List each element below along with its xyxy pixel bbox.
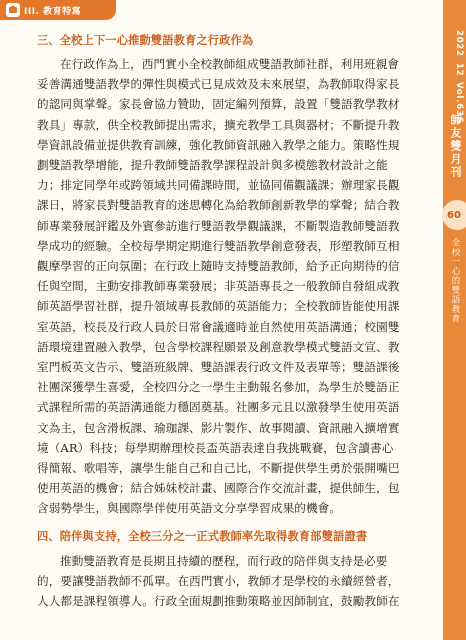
paragraph-line: 學成功的經驗。全校每學期定期進行雙語教學創意發表，形塑教師互相 — [37, 238, 400, 253]
paragraph-line: 的認同與掌聲。家長會協力贊助，固定編列預算，設置「雙語教學教材 — [37, 97, 400, 112]
paragraph-line: 語環境建置融入教學，包含學校課程願景及創意教學模式雙語文宣、教 — [37, 339, 400, 354]
issue-year: 2022 — [454, 30, 464, 57]
section-3-heading: 三、全校上下一心推動雙語教育之行政作為 — [37, 34, 254, 47]
issue-month: 12 — [454, 62, 464, 77]
page-number-badge — [442, 200, 466, 230]
article-body — [37, 33, 420, 611]
paragraph-line: 室門板英文告示、雙語班級牌、雙語課表行政文件及表單等；雙語課後 — [37, 360, 400, 375]
section-tag — [0, 0, 116, 20]
paragraph-line: 任與空間，主動安排教師專業發展；非英語專長之一般教師自發組成教 — [37, 279, 400, 294]
magazine-title: 師友雙月刊 — [449, 114, 462, 179]
paragraph-line: 使用英語的機會；結合姊妹校計畫、國際合作交流計畫，提供師生，包 — [37, 481, 400, 496]
paragraph-line: 教具」專款，供全校教師提出需求，擴充教學工具與器材；不斷提升教 — [37, 117, 400, 132]
paragraph-line: 在行政作為上，西門實小全校教師組成雙語教師社群，利用班親會 — [60, 57, 400, 71]
paragraph-line: 人人都是課程領導人。行政全面規劃推動策略並因師制宜，鼓勵教師在 — [37, 594, 400, 609]
page-number: 60 — [447, 209, 461, 221]
paragraph-line: 劃雙語教學增能，提升教師雙語教學課程設計與多模態教材設計之能 — [37, 158, 388, 173]
paragraph-line: 觀摩學習的正向氛圍；在行政上隨時支持雙語教師，給予正向期待的信 — [37, 259, 400, 274]
paragraph-line: 室英語，校長及行政人員於日常會議適時並自然使用英語溝通；校園雙 — [37, 319, 400, 334]
paragraph-line: 師專業發展評鑑及外賓參訪進行雙語教學觀議課，不斷製造教師雙語教 — [37, 218, 400, 233]
paragraph-line: 課日，將家長對雙語教育的迷思轉化為給教師創新教學的掌聲；結合教 — [37, 198, 400, 213]
paragraph-line: 的，要讓雙語教師不孤單。在西門實小，教師才是學校的永續經營者， — [37, 573, 400, 588]
section-3-paragraph — [37, 54, 420, 519]
paragraph-line: 學資訊設備並提供教育訓練，強化教師資訊融入教學之能力。策略性規 — [37, 137, 400, 152]
issue-theme: 全校一心的雙語教育 — [450, 238, 460, 324]
issue-info — [445, 30, 464, 124]
paragraph-line: 力；排定同學年或跨領域共同備課時間，並協同備觀議課；辦理家長觀 — [37, 178, 400, 193]
paragraph-line: 文為主，包含滑板課、瑜珈課、影片製作、故事閱讀、資訊融入擴增實 — [37, 420, 400, 435]
paragraph-line: 社團深獲學生喜愛，全校四分之一學生主動報名參加，為學生於雙語正 — [37, 380, 400, 395]
issue-volume: Vol.636 — [454, 82, 464, 124]
paragraph-line: 妥善溝通雙語教學的彈性與模式已見成效及未來展望，為教師取得家長 — [37, 77, 400, 92]
paragraph-line: 師英語學習社群，提升領域專長教師的英語能力；全校教師皆能使用課 — [37, 299, 400, 314]
section-4-paragraph — [37, 551, 420, 612]
paragraph-line: 得簡報、歌唱等，讓學生能自己和自己比，不斷提供學生勇於張開嘴巴 — [37, 461, 400, 476]
section-tag-label: III. 教育特寫 — [24, 6, 82, 17]
paragraph-line: 推動雙語教育是長期且持續的歷程，而行政的陪伴與支持是必要 — [60, 553, 388, 568]
paragraph-line: 式課程所需的英語溝通能力穩固奠基。社團多元且以激發學生使用英語 — [37, 400, 400, 415]
section-4-heading: 四、陪伴與支持，全校三分之一正式教師率先取得教育部雙語證書 — [37, 529, 368, 543]
paragraph-line: 境（AR）科技；每學期辦理校長盃英語表達自我挑戰賽，包含讀書心 — [37, 440, 394, 455]
magazine-badge-icon — [6, 3, 20, 17]
paragraph-line: 含弱勢學生，與國際學伴使用英語文分享學習成果的機會。 — [37, 501, 342, 516]
